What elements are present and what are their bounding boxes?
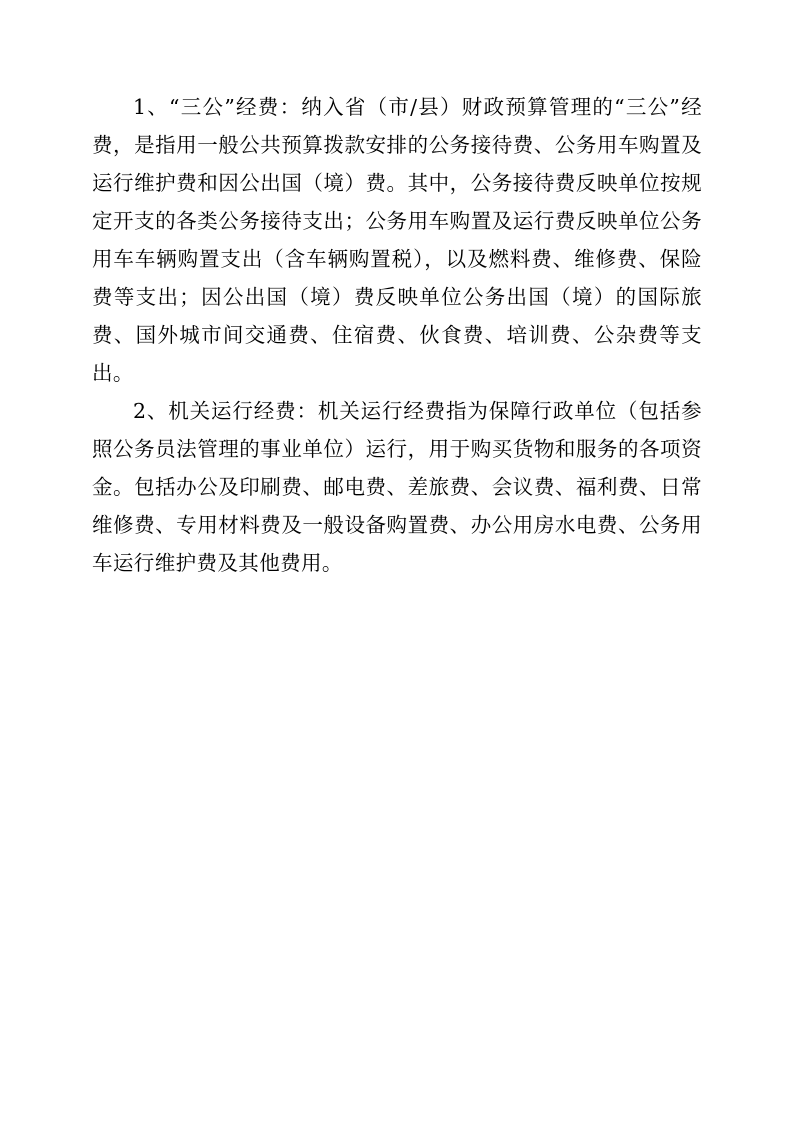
paragraph-san-gong-jing-fei: 1、“三公”经费：纳入省（市/县）财政预算管理的“三公”经费，是指用一般公共预算拨款安排的公务接待费、公务用车购置及运行维护费和因公出国（境）费。其中，公务接待费反映单位按规定开支的各类公务接待支出；公务用车购置及运行费反映单位公务用车车辆购置支出（含车辆购置税），以及燃料费、维修费、保险费等支出；因公出国（境）费反映单位公务出国（境）的国际旅费、国外城市间交通费、住宿费、伙食费、培训费、公杂费等支出。 [92,95,702,385]
paragraph-ji-guan-yun-xing-jing-fei: 2、机关运行经费：机关运行经费指为保障行政单位（包括参照公务员法管理的事业单位）运行，用于购买货物和服务的各项资金。包括办公及印刷费、邮电费、差旅费、会议费、福利费、日常维修费、专用材料费及一般设备购置费、办公用房水电费、公务用车运行维护费及其他费用。 [92,399,702,575]
document-body [92,88,702,582]
